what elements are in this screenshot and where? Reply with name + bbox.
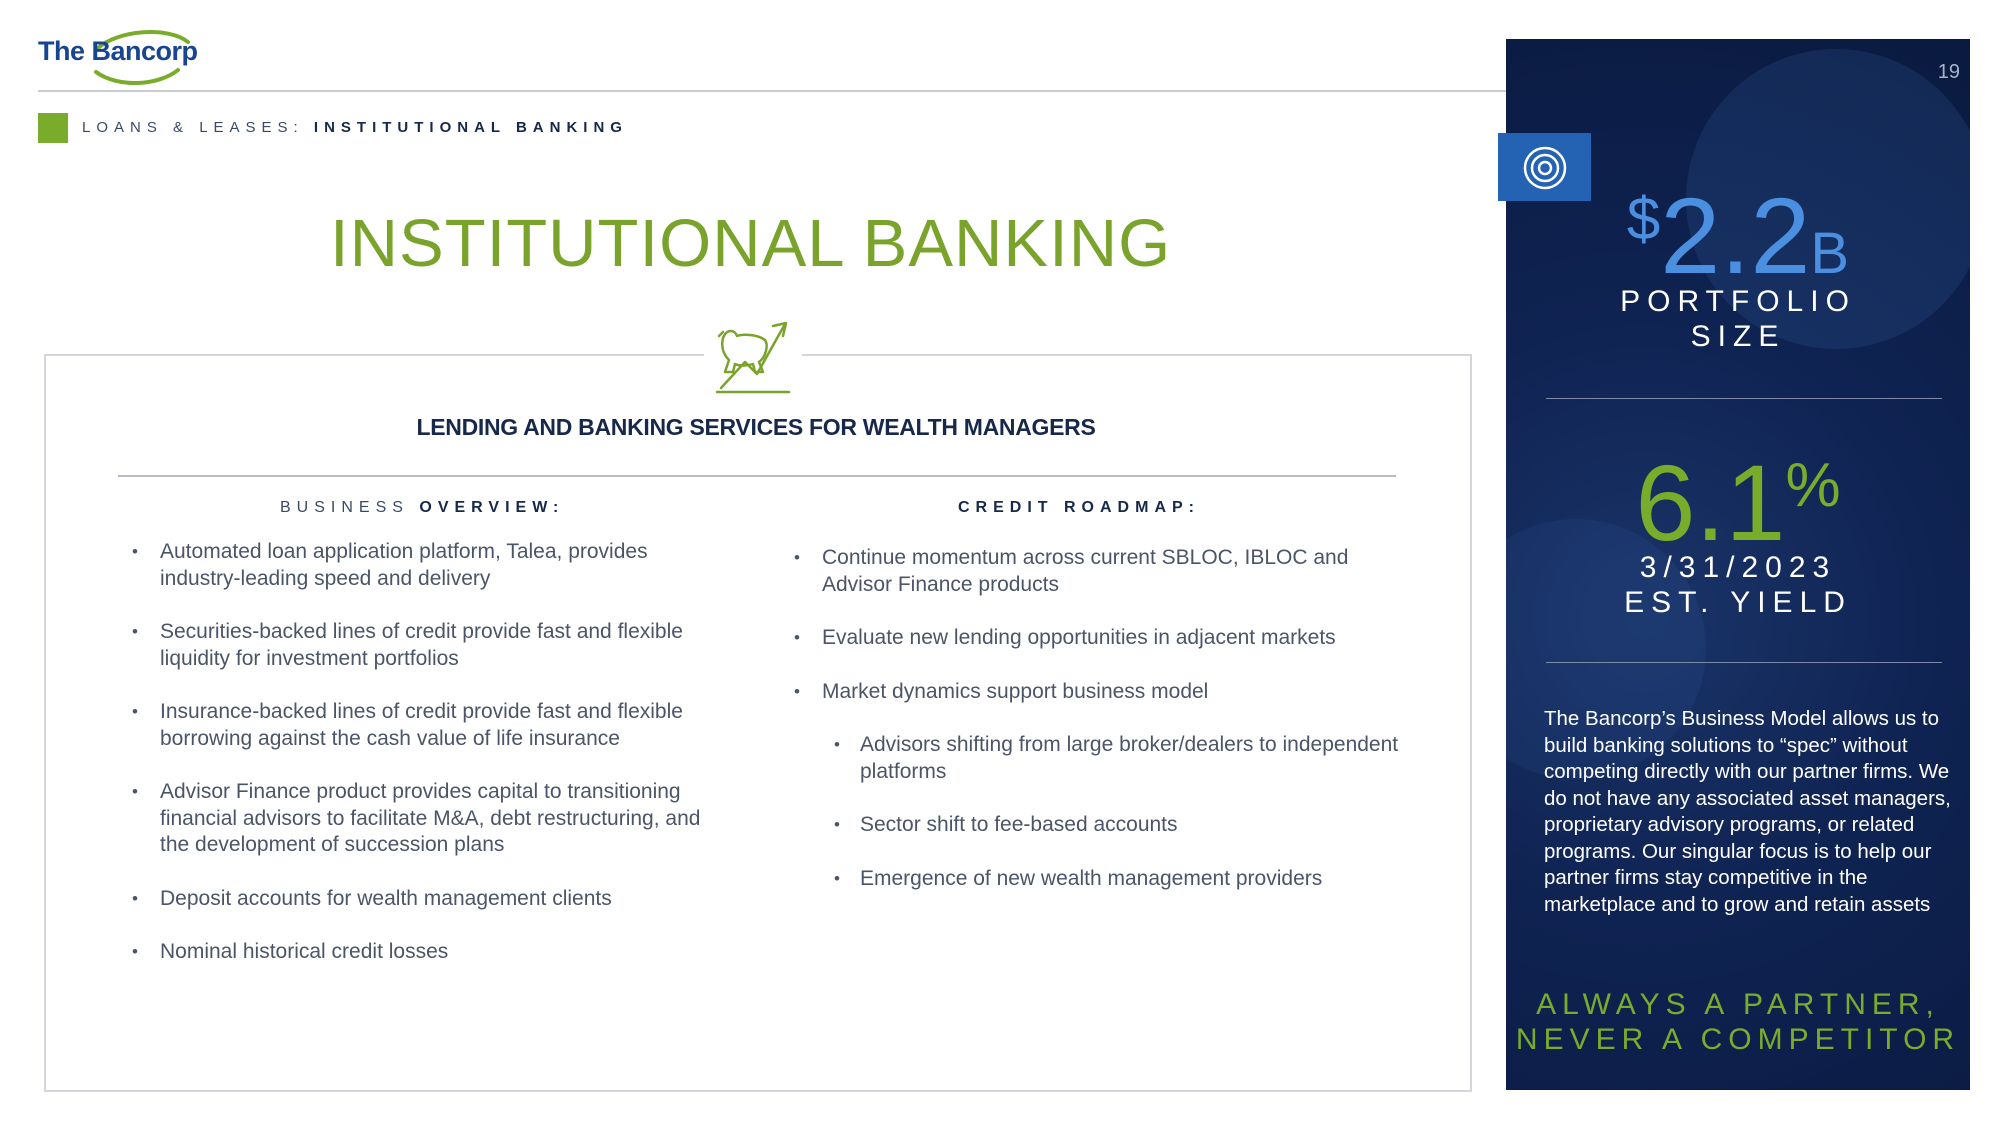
credit-roadmap-heading — [958, 499, 1200, 517]
label-line: 3/31/2023 — [1639, 551, 1837, 584]
target-icon — [1520, 143, 1570, 193]
heading-bold: CREDIT ROADMAP: — [958, 499, 1200, 516]
stat-unit: % — [1785, 451, 1841, 520]
yield-label — [1506, 550, 1970, 620]
business-overview-list — [130, 539, 730, 993]
sub-list-item: • Advisors shifting from large broker/dealers to independent platforms — [792, 732, 1402, 785]
currency-symbol: $ — [1626, 185, 1661, 252]
slogan-line: ALWAYS A PARTNER, — [1536, 988, 1940, 1021]
panel-divider — [1546, 662, 1942, 663]
section-marker — [38, 113, 68, 143]
section-name: INSTITUTIONAL BANKING — [313, 119, 628, 136]
list-item: • Advisor Finance product provides capital to transitioning financial advisors to facilitate M&A, debt restructuring, and the development of succession plans — [130, 779, 730, 859]
list-item: • Automated loan application platform, Talea, provides industry-leading speed and delivery — [130, 539, 730, 592]
box-divider — [118, 475, 1396, 477]
heading-bold: OVERVIEW: — [419, 499, 565, 516]
box-heading: LENDING AND BANKING SERVICES FOR WEALTH MANAGERS — [416, 414, 1096, 440]
business-overview-heading — [280, 499, 564, 517]
list-item: • Securities-backed lines of credit provide fast and flexible liquidity for investment portfolios — [130, 619, 730, 672]
target-badge — [1498, 133, 1591, 201]
stat-unit: B — [1810, 221, 1850, 286]
credit-roadmap-list — [792, 545, 1402, 919]
company-logo — [38, 26, 218, 86]
stat-number: 6.1 — [1635, 442, 1786, 563]
page-title: INSTITUTIONAL BANKING — [330, 206, 1172, 281]
portfolio-size-label — [1506, 284, 1970, 354]
slogan-line: NEVER A COMPETITOR — [1515, 1023, 1961, 1056]
panel-divider — [1546, 398, 1942, 399]
slogan — [1506, 987, 1970, 1057]
list-item: • Market dynamics support business model — [792, 679, 1402, 706]
heading-light: BUSINESS — [280, 499, 409, 516]
stat-number: 2.2 — [1660, 175, 1811, 296]
sub-list-item: • Emergence of new wealth management providers — [792, 866, 1402, 893]
section-prefix: LOANS & LEASES: — [82, 119, 304, 136]
list-item: • Evaluate new lending opportunities in adjacent markets — [792, 625, 1402, 652]
label-line: EST. YIELD — [1624, 586, 1852, 619]
header-divider — [38, 90, 1508, 92]
yield-value — [1506, 432, 1970, 563]
list-item: • Deposit accounts for wealth management clients — [130, 886, 730, 913]
label-line: PORTFOLIO — [1620, 285, 1856, 318]
list-item: • Continue momentum across current SBLOC, IBLOC and Advisor Finance products — [792, 545, 1402, 598]
business-model-description: The Bancorp’s Business Model allows us to build banking solutions to “spec” without competing directly with our partner firms. We do not have any associated asset managers, proprietary advisory programs, or related programs. Our singular focus is to help our partner firms stay competitive in the marketplace and to grow and retain assets — [1544, 707, 1951, 916]
bull-market-chart-icon — [704, 318, 802, 398]
page-number: 19 — [1937, 61, 1960, 83]
section-breadcrumb — [82, 119, 628, 136]
list-item: • Insurance-backed lines of credit provide fast and flexible borrowing against the cash value of life insurance — [130, 699, 730, 752]
label-line: SIZE — [1690, 320, 1786, 353]
list-item: • Nominal historical credit losses — [130, 939, 730, 966]
logo-text: The Bancorp — [38, 36, 198, 66]
sub-list-item: • Sector shift to fee-based accounts — [792, 812, 1402, 839]
